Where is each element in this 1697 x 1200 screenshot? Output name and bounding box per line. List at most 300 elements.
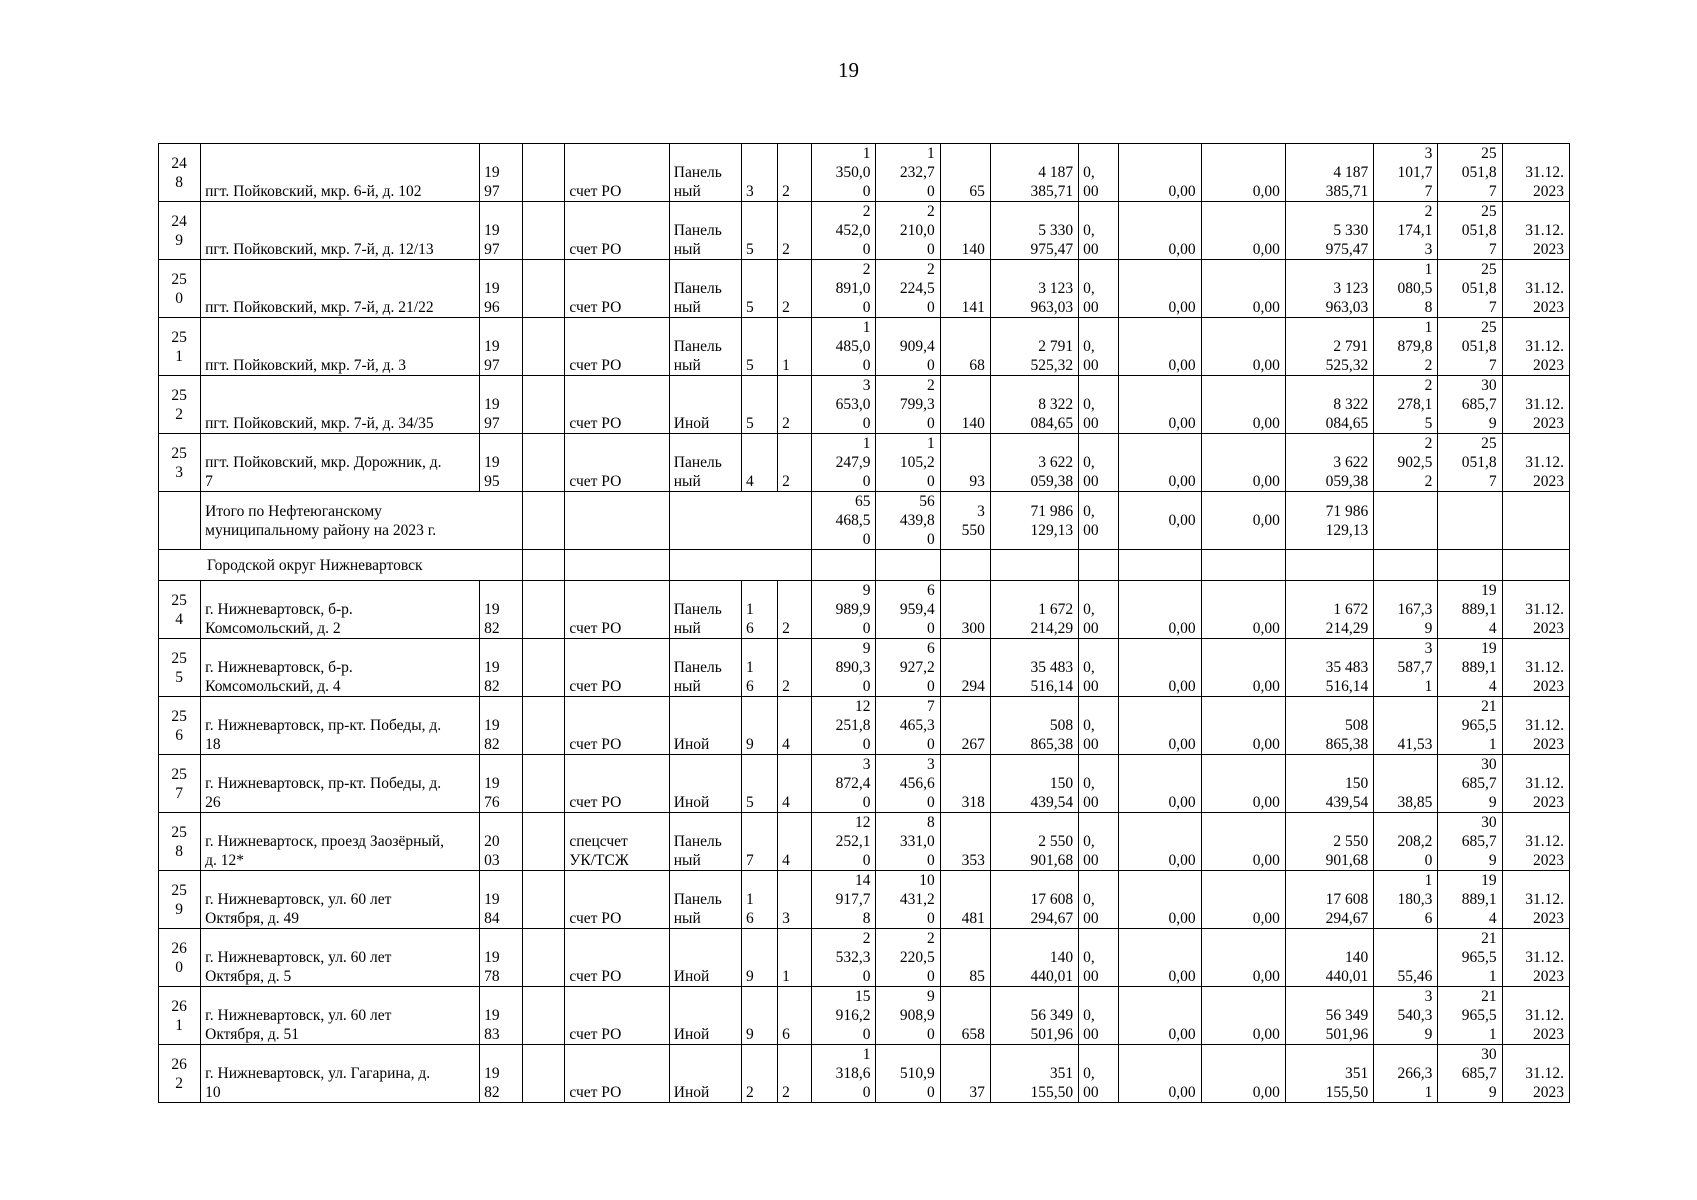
row-number	[159, 1045, 201, 1103]
unit-cost-cell	[1374, 492, 1438, 550]
floors-cell-line: 1	[746, 601, 754, 618]
empty-cell	[669, 492, 811, 550]
unit-cost-cell-line: 5	[1424, 415, 1433, 432]
owners-funds-cell-line: 084,65	[1325, 415, 1369, 432]
residents-cell-line: 318	[961, 794, 985, 811]
limit-cost-cell-line: 4	[1488, 620, 1497, 637]
empty-cell	[1119, 550, 1201, 581]
living-area-cell-line: 959,4	[899, 601, 935, 618]
cost-cell	[990, 376, 1078, 434]
address-cell-line: Комсомольский, д. 4	[205, 678, 341, 695]
total-area-cell-line: 251,8	[835, 717, 871, 734]
living-area-cell-line: 0	[926, 357, 935, 374]
owners-funds-cell-line: 059,38	[1325, 473, 1369, 490]
total-area-cell-line: 9	[862, 640, 871, 657]
address-cell-line: пгт. Пойковский, мкр. 7-й, д. 12/13	[205, 241, 434, 258]
total-area-cell	[812, 639, 876, 697]
unit-cost-cell	[1374, 813, 1438, 871]
total-area-cell	[812, 434, 876, 492]
total-row	[159, 492, 1570, 550]
fund-cell	[1079, 755, 1119, 813]
account-cell-line: счет РО	[569, 415, 622, 432]
row-number	[159, 144, 201, 202]
owners-funds-cell-line: 351	[1344, 1065, 1369, 1082]
living-area-cell	[876, 202, 940, 260]
living-area-cell-line: 909,4	[899, 338, 935, 355]
account-cell	[565, 144, 669, 202]
row-number-line: 2	[175, 405, 183, 423]
row-number-line: 2	[175, 1074, 183, 1092]
entrances-cell-line: 3	[782, 910, 790, 927]
unit-cost-cell	[1374, 871, 1438, 929]
floors-cell-line: 9	[746, 1026, 754, 1043]
entrances-cell	[778, 1045, 812, 1103]
floors-cell-line: 5	[746, 299, 754, 316]
entrances-cell-line: 2	[782, 299, 790, 316]
deadline-cell-line: 31.12.	[1525, 949, 1564, 966]
entrances-cell-line: 2	[782, 1084, 790, 1101]
residents-cell-line: 353	[961, 852, 985, 869]
budget-cell: 0,00	[1119, 755, 1201, 813]
year-cell	[480, 929, 523, 987]
wall-material-cell	[669, 376, 741, 434]
local-budget-cell: 0,00	[1201, 929, 1285, 987]
fund-cell-line: 00	[1083, 415, 1099, 432]
unit-cost-cell-line: 266,3	[1397, 1065, 1433, 1082]
address-cell-line: 10	[205, 1084, 221, 1101]
floors-cell-line: 5	[746, 794, 754, 811]
year-cell-line: 97	[484, 415, 500, 432]
owners-funds-cell-line: 129,13	[1325, 521, 1369, 539]
local-budget-cell: 0,00	[1201, 871, 1285, 929]
year-cell-line: 19	[484, 454, 500, 471]
floors-cell	[742, 318, 778, 376]
limit-cost-cell	[1438, 1045, 1502, 1103]
unit-cost-cell-line: 8	[1424, 299, 1433, 316]
fund-cell-line: 0,	[1083, 338, 1095, 355]
floors-cell	[742, 434, 778, 492]
local-budget-cell: 0,00	[1201, 144, 1285, 202]
unit-cost-cell	[1374, 639, 1438, 697]
owners-funds-cell	[1285, 492, 1373, 550]
year-cell	[480, 144, 523, 202]
deadline-cell-line: 2023	[1533, 183, 1564, 200]
entrances-cell-line: 2	[782, 473, 790, 490]
fund-cell-line: 0,	[1083, 396, 1095, 413]
deadline-cell-line: 2023	[1533, 794, 1564, 811]
unit-cost-cell-line: 2	[1424, 357, 1433, 374]
cost-cell	[990, 755, 1078, 813]
living-area-cell-line: 220,5	[899, 949, 935, 966]
unit-cost-cell	[1374, 581, 1438, 639]
owners-funds-cell-line: 3 622	[1333, 454, 1369, 471]
deadline-cell-line: 2023	[1533, 1084, 1564, 1101]
address-cell-line: пгт. Пойковский, мкр. Дорожник, д.	[205, 454, 442, 471]
entrances-cell	[778, 318, 812, 376]
table-row	[159, 376, 1570, 434]
floors-cell	[742, 202, 778, 260]
address-cell-line: пгт. Пойковский, мкр. 6-й, д. 102	[205, 183, 422, 200]
table-row	[159, 581, 1570, 639]
cost-cell-line: 4 187	[1038, 164, 1074, 181]
residents-cell-line: 550	[961, 521, 985, 539]
address-cell	[201, 1045, 480, 1103]
local-budget-cell: 0,00	[1201, 376, 1285, 434]
limit-cost-cell	[1438, 144, 1502, 202]
row-number-line: 0	[175, 289, 183, 307]
local-budget-cell: 0,00	[1201, 581, 1285, 639]
budget-cell: 0,00	[1119, 581, 1201, 639]
entrances-cell	[778, 144, 812, 202]
owners-funds-cell	[1285, 144, 1373, 202]
row-number-line: 8	[175, 842, 183, 860]
cost-cell-line: 385,71	[1030, 183, 1074, 200]
limit-cost-cell	[1438, 639, 1502, 697]
row-number-line: 24	[171, 212, 187, 230]
limit-cost-cell-line: 9	[1488, 415, 1497, 432]
total-area-cell-line: 468,5	[835, 512, 871, 529]
account-cell-line: счет РО	[569, 1084, 622, 1101]
address-cell-line: Октября, д. 5	[205, 968, 292, 985]
living-area-cell	[876, 871, 940, 929]
year-cell-line: 03	[484, 852, 500, 869]
floors-cell-line: 1	[746, 659, 754, 676]
local-budget-cell: 0,00	[1201, 813, 1285, 871]
total-area-cell-line: 0	[862, 531, 871, 548]
residents-cell-line: 3	[977, 502, 985, 520]
unit-cost-cell-line: 9	[1424, 1026, 1433, 1043]
year-cell-line: 97	[484, 183, 500, 200]
total-area-cell	[812, 871, 876, 929]
fund-cell-line: 00	[1083, 183, 1099, 200]
local-budget-cell: 0,00	[1201, 202, 1285, 260]
wall-material-cell	[669, 260, 741, 318]
fund-cell	[1079, 929, 1119, 987]
wall-material-cell-line: Панель	[673, 891, 722, 908]
deadline-cell	[1502, 144, 1569, 202]
address-cell-line: г. Нижневартовск, пр-кт. Победы, д.	[205, 775, 442, 792]
unit-cost-cell-line: 278,1	[1397, 396, 1433, 413]
wall-material-cell-line: Иной	[673, 415, 710, 432]
address-cell-line: г. Нижневартовск, ул. Гагарина, д.	[205, 1065, 431, 1082]
local-budget-cell: 0,00	[1201, 434, 1285, 492]
living-area-cell-line: 7	[926, 698, 935, 715]
cost-cell-line: 214,29	[1030, 620, 1074, 637]
table-row	[159, 987, 1570, 1045]
fund-cell	[1079, 434, 1119, 492]
local-budget-cell: 0,00	[1201, 755, 1285, 813]
empty-cell	[523, 987, 565, 1045]
account-cell-line: счет РО	[569, 678, 622, 695]
deadline-cell-line: 31.12.	[1525, 396, 1564, 413]
entrances-cell-line: 2	[782, 678, 790, 695]
entrances-cell	[778, 697, 812, 755]
budget-cell: 0,00	[1119, 376, 1201, 434]
account-cell-line: УК/ТСЖ	[569, 852, 629, 869]
residents-cell-line: 140	[961, 241, 985, 258]
address-cell-line: 18	[205, 736, 221, 753]
fund-cell	[1079, 260, 1119, 318]
account-cell-line: счет РО	[569, 183, 622, 200]
total-area-cell	[812, 755, 876, 813]
unit-cost-cell-line: 080,5	[1397, 280, 1433, 297]
address-cell-line: г. Нижневартовск, б-р.	[205, 659, 353, 676]
section-title: Городской округ Нижневартовск	[159, 550, 523, 581]
owners-funds-cell-line: 525,32	[1325, 357, 1369, 374]
total-area-cell-line: 2	[862, 930, 871, 947]
unit-cost-cell	[1374, 755, 1438, 813]
table-row	[159, 813, 1570, 871]
row-number	[159, 755, 201, 813]
row-number	[159, 639, 201, 697]
table-row	[159, 755, 1570, 813]
living-area-cell-line: 210,0	[899, 222, 935, 239]
living-area-cell-line: 456,6	[899, 775, 935, 792]
empty-cell	[1502, 550, 1569, 581]
unit-cost-cell-line: 101,7	[1397, 164, 1433, 181]
residents-cell	[940, 434, 990, 492]
living-area-cell-line: 8	[926, 814, 935, 831]
limit-cost-cell-line: 21	[1481, 698, 1497, 715]
total-area-cell	[812, 1045, 876, 1103]
local-budget-cell: 0,00	[1201, 318, 1285, 376]
year-cell-line: 19	[484, 659, 500, 676]
row-number	[159, 581, 201, 639]
entrances-cell-line: 4	[782, 852, 790, 869]
table-row	[159, 318, 1570, 376]
wall-material-cell-line: Иной	[673, 794, 710, 811]
entrances-cell	[778, 755, 812, 813]
floors-cell-line: 6	[746, 620, 754, 637]
residents-cell	[940, 639, 990, 697]
floors-cell-line: 5	[746, 415, 754, 432]
residents-cell-line: 140	[961, 415, 985, 432]
budget-cell: 0,00	[1119, 813, 1201, 871]
year-cell-line: 20	[484, 833, 500, 850]
cost-cell-line: 3 123	[1038, 280, 1074, 297]
cost-cell	[990, 318, 1078, 376]
deadline-cell-line: 31.12.	[1525, 775, 1564, 792]
owners-funds-cell-line: 508	[1344, 717, 1369, 734]
floors-cell	[742, 581, 778, 639]
deadline-cell	[1502, 318, 1569, 376]
year-cell-line: 76	[484, 794, 500, 811]
empty-cell	[1201, 550, 1285, 581]
address-cell-line: Комсомольский, д. 2	[205, 620, 341, 637]
fund-cell-line: 0,	[1083, 775, 1095, 792]
living-area-cell-line: 799,3	[899, 396, 935, 413]
fund-cell-line: 00	[1083, 794, 1099, 811]
address-cell-line: г. Нижневартовск, пр-кт. Победы, д.	[205, 717, 442, 734]
limit-cost-cell-line: 051,8	[1461, 454, 1497, 471]
empty-cell	[523, 697, 565, 755]
deadline-cell-line: 2023	[1533, 910, 1564, 927]
living-area-cell-line: 0	[926, 736, 935, 753]
address-cell-line: пгт. Пойковский, мкр. 7-й, д. 34/35	[205, 415, 434, 432]
year-cell-line: 19	[484, 601, 500, 618]
total-area-cell-line: 0	[862, 968, 871, 985]
residents-cell-line: 658	[961, 1026, 985, 1043]
total-area-cell-line: 350,0	[835, 164, 871, 181]
unit-cost-cell-line: 2	[1424, 473, 1433, 490]
fund-cell	[1079, 871, 1119, 929]
address-cell-line: 7	[205, 473, 213, 490]
address-cell-line: г. Нижневартовск, б-р.	[205, 601, 353, 618]
owners-funds-cell	[1285, 987, 1373, 1045]
fund-cell	[1079, 144, 1119, 202]
empty-cell	[523, 144, 565, 202]
unit-cost-cell	[1374, 202, 1438, 260]
row-number	[159, 492, 201, 550]
unit-cost-cell	[1374, 144, 1438, 202]
account-cell-line: счет РО	[569, 968, 622, 985]
owners-funds-cell-line: 2 550	[1333, 833, 1369, 850]
living-area-cell-line: 1	[926, 435, 935, 452]
living-area-cell-line: 9	[926, 988, 935, 1005]
owners-funds-cell-line: 214,29	[1325, 620, 1369, 637]
limit-cost-cell-line: 9	[1488, 794, 1497, 811]
table-row	[159, 1045, 1570, 1103]
cost-cell	[990, 697, 1078, 755]
living-area-cell-line: 0	[926, 620, 935, 637]
deadline-cell-line: 31.12.	[1525, 222, 1564, 239]
living-area-cell-line: 6	[926, 640, 935, 657]
total-area-cell-line: 12	[854, 698, 871, 715]
budget-cell: 0,00	[1119, 1045, 1201, 1103]
floors-cell-line: 5	[746, 357, 754, 374]
unit-cost-cell	[1374, 987, 1438, 1045]
living-area-cell-line: 232,7	[899, 164, 935, 181]
deadline-cell-line: 31.12.	[1525, 833, 1564, 850]
unit-cost-cell	[1374, 318, 1438, 376]
deadline-cell-line: 31.12.	[1525, 601, 1564, 618]
cost-cell-line: 129,13	[1030, 521, 1074, 539]
owners-funds-cell-line: 963,03	[1325, 299, 1369, 316]
living-area-cell-line: 56	[919, 493, 935, 510]
empty-cell	[523, 376, 565, 434]
owners-funds-cell-line: 1 672	[1333, 601, 1369, 618]
year-cell-line: 19	[484, 1065, 500, 1082]
budget-cell: 0,00	[1119, 260, 1201, 318]
residents-cell-line: 294	[961, 678, 985, 695]
empty-cell	[990, 550, 1078, 581]
row-number-line: 9	[175, 900, 183, 918]
row-number-line: 25	[171, 881, 187, 899]
unit-cost-cell-line: 2	[1424, 435, 1433, 452]
year-cell	[480, 1045, 523, 1103]
unit-cost-cell	[1374, 929, 1438, 987]
unit-cost-cell-line: 7	[1424, 183, 1433, 200]
living-area-cell-line: 0	[926, 1084, 935, 1101]
wall-material-cell-line: Панель	[673, 338, 722, 355]
living-area-cell	[876, 376, 940, 434]
year-cell-line: 19	[484, 396, 500, 413]
wall-material-cell-line: Панель	[673, 164, 722, 181]
table-row	[159, 144, 1570, 202]
owners-funds-cell	[1285, 697, 1373, 755]
deadline-cell-line: 31.12.	[1525, 891, 1564, 908]
entrances-cell	[778, 639, 812, 697]
year-cell-line: 95	[484, 473, 500, 490]
limit-cost-cell-line: 7	[1488, 299, 1497, 316]
owners-funds-cell-line: 4 187	[1333, 164, 1369, 181]
row-number	[159, 202, 201, 260]
wall-material-cell-line: Панель	[673, 833, 722, 850]
floors-cell-line: 6	[746, 678, 754, 695]
row-number-line: 3	[175, 463, 183, 481]
fund-cell-line: 0,	[1083, 1007, 1095, 1024]
owners-funds-cell-line: 3 123	[1333, 280, 1369, 297]
total-area-cell	[812, 318, 876, 376]
total-label-cell-line: Итого по Нефтеюганскому	[205, 502, 382, 520]
owners-funds-cell	[1285, 376, 1373, 434]
empty-cell	[1285, 550, 1373, 581]
deadline-cell-line: 2023	[1533, 968, 1564, 985]
empty-cell	[876, 550, 940, 581]
total-area-cell-line: 15	[854, 988, 871, 1005]
living-area-cell-line: 0	[926, 299, 935, 316]
residents-cell	[940, 929, 990, 987]
year-cell-line: 96	[484, 299, 500, 316]
entrances-cell-line: 4	[782, 794, 790, 811]
wall-material-cell	[669, 871, 741, 929]
wall-material-cell-line: Панель	[673, 280, 722, 297]
living-area-cell-line: 431,2	[899, 891, 935, 908]
wall-material-cell-line: Панель	[673, 454, 722, 471]
total-area-cell	[812, 929, 876, 987]
owners-funds-cell-line: 439,54	[1325, 794, 1369, 811]
unit-cost-cell-line: 587,7	[1397, 659, 1433, 676]
total-area-cell-line: 0	[862, 299, 871, 316]
total-area-cell-line: 0	[862, 794, 871, 811]
living-area-cell-line: 0	[926, 1026, 935, 1043]
account-cell	[565, 929, 669, 987]
cost-cell-line: 1 672	[1038, 601, 1074, 618]
living-area-cell	[876, 755, 940, 813]
budget-cell: 0,00	[1119, 202, 1201, 260]
deadline-cell	[1502, 581, 1569, 639]
deadline-cell-line: 2023	[1533, 357, 1564, 374]
limit-cost-cell-line: 685,7	[1461, 833, 1497, 850]
local-budget-cell: 0,00	[1201, 639, 1285, 697]
unit-cost-cell-line: 1	[1424, 678, 1433, 695]
row-number-line: 25	[171, 444, 187, 462]
wall-material-cell-line: ный	[673, 357, 701, 374]
entrances-cell	[778, 987, 812, 1045]
year-cell-line: 82	[484, 678, 500, 695]
address-cell	[201, 581, 480, 639]
row-number-line: 25	[171, 823, 187, 841]
residents-cell	[940, 871, 990, 929]
owners-funds-cell	[1285, 755, 1373, 813]
account-cell-line: спецсчет	[569, 833, 628, 850]
owners-funds-cell-line: 440,01	[1325, 968, 1369, 985]
deadline-cell-line: 31.12.	[1525, 717, 1564, 734]
total-area-cell	[812, 813, 876, 871]
year-cell-line: 97	[484, 241, 500, 258]
limit-cost-cell-line: 7	[1488, 473, 1497, 490]
wall-material-cell-line: ный	[673, 678, 701, 695]
total-area-cell-line: 8	[862, 910, 871, 927]
deadline-cell	[1502, 376, 1569, 434]
row-number-line: 7	[175, 784, 183, 802]
row-number-line: 25	[171, 765, 187, 783]
row-number	[159, 434, 201, 492]
total-area-cell	[812, 260, 876, 318]
deadline-cell-line: 31.12.	[1525, 164, 1564, 181]
cost-cell	[990, 639, 1078, 697]
fund-cell-line: 0,	[1083, 717, 1095, 734]
